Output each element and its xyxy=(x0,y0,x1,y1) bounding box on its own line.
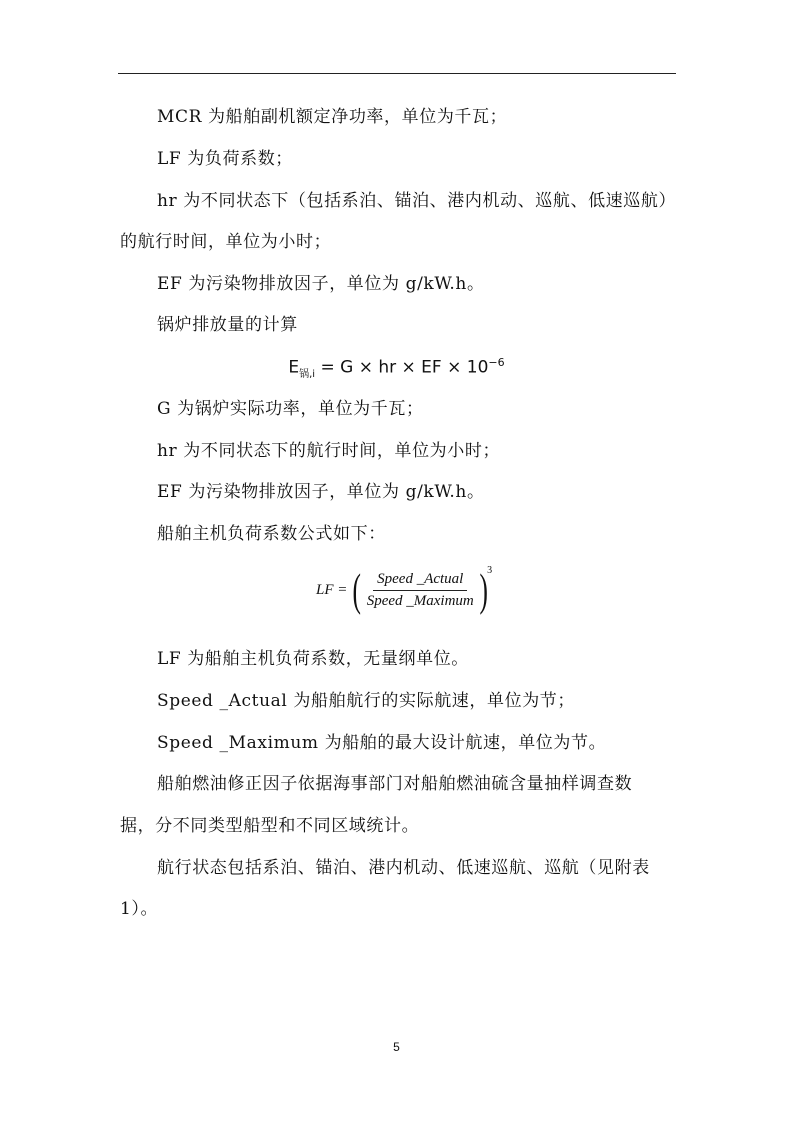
paragraph-mcr: MCR 为船舶副机额定净功率，单位为千瓦； xyxy=(157,107,508,127)
formula-boiler-rhs: = G × hr × EF × 10 xyxy=(315,357,489,378)
formula-boiler-subscript: 锅,i xyxy=(299,369,316,381)
right-paren: ) xyxy=(479,564,488,615)
left-paren: ( xyxy=(352,564,362,615)
paragraph-boiler-heading: 锅炉排放量的计算 xyxy=(157,315,298,335)
paragraph-navigation-states-line1: 航行状态包括系泊、锚泊、港内机动、低速巡航、巡航（见附表 xyxy=(157,858,650,878)
header-rule xyxy=(118,73,676,74)
formula-lf-fraction xyxy=(363,571,478,610)
paragraph-hr-boiler: hr 为不同状态下的航行时间，单位为小时； xyxy=(157,441,501,461)
paragraph-speed-maximum: Speed _Maximum 为船舶的最大设计航速，单位为节。 xyxy=(157,733,607,753)
formula-lf-exponent: 3 xyxy=(487,565,493,576)
paragraph-speed-actual: Speed _Actual 为船舶航行的实际航速，单位为节； xyxy=(157,691,575,711)
formula-boiler-emission xyxy=(0,351,793,387)
formula-lf-denominator: Speed _Maximum xyxy=(366,592,474,609)
formula-lf-numerator: Speed _Actual xyxy=(373,571,467,591)
paragraph-hr-line2: 的航行时间，单位为小时； xyxy=(120,232,332,252)
formula-boiler-lhs: E xyxy=(288,357,300,378)
paragraph-navigation-states-line2: 1）。 xyxy=(120,899,159,919)
paragraph-hr-line1: hr 为不同状态下（包括系泊、锚泊、港内机动、巡航、低速巡航） xyxy=(157,191,677,211)
paragraph-g: G 为锅炉实际功率，单位为千瓦； xyxy=(157,399,424,419)
formula-boiler-exponent: −6 xyxy=(488,356,505,369)
paragraph-lf: LF 为负荷系数； xyxy=(157,149,293,169)
paragraph-ef-boiler: EF 为污染物排放因子，单位为 g/kW.h。 xyxy=(157,482,485,502)
formula-load-factor xyxy=(316,563,492,617)
paragraph-ef: EF 为污染物排放因子，单位为 g/kW.h。 xyxy=(157,274,485,294)
paragraph-fuel-correction-line1: 船舶燃油修正因子依据海事部门对船舶燃油硫含量抽样调查数 xyxy=(157,774,633,794)
paragraph-lf-definition: LF 为船舶主机负荷系数，无量纲单位。 xyxy=(157,649,469,669)
page-number: 5 xyxy=(393,1040,400,1054)
paragraph-fuel-correction-line2: 据，分不同类型船型和不同区域统计。 xyxy=(120,816,420,836)
formula-lf-lhs: LF = xyxy=(316,581,348,598)
paragraph-lf-formula-intro: 船舶主机负荷系数公式如下： xyxy=(157,524,386,544)
